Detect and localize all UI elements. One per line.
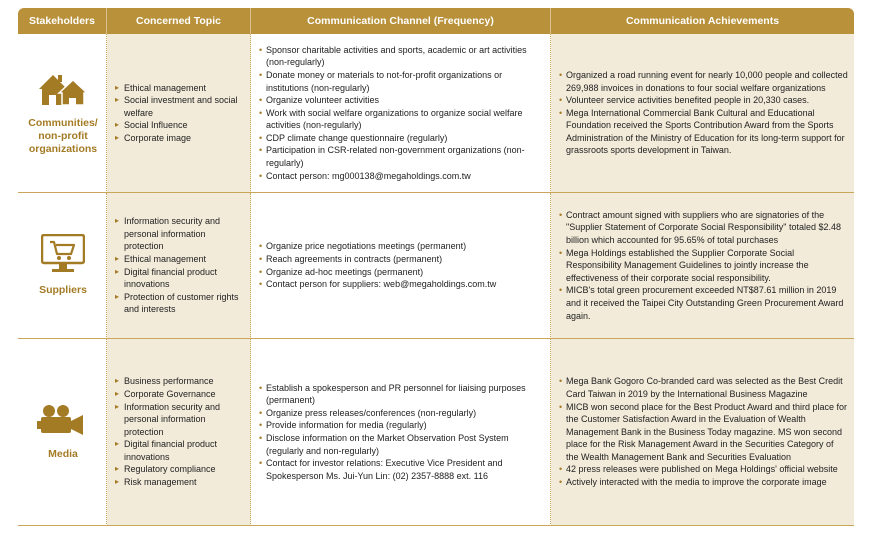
list-item: • Organized a road running event for nearly 10,000 people and collected 269,988 invoices in donations to four social welfare organizations: [559, 69, 848, 94]
list-item: • Reach agreements in contracts (permanent): [259, 253, 544, 266]
list-item: • MICB won second place for the Best Product Award and third place for the Customer Satisfaction Award in the Evaluation of Wealth Management Bank in the Business Today magazine. MS won second place for the Risk Management Award in the Securities Category of the Wealth Management Bank and Securities Evaluation: [559, 401, 848, 464]
table-row: [18, 339, 854, 526]
list-item: ▸ Social Influence: [115, 119, 244, 132]
list-item: • CDP climate change questionnaire (regularly): [259, 132, 544, 145]
header-stakeholders: Stakeholders: [18, 8, 107, 34]
list-item: • Disclose information on the Market Observation Post System (regularly and non-regularly): [259, 432, 544, 457]
list-item: ▸ Business performance: [115, 375, 244, 388]
header-communication-achievements: Communication Achievements: [551, 8, 854, 34]
stakeholder-name: Suppliers: [39, 284, 87, 296]
list-item: • 42 press releases were published on Mega Holdings' official website: [559, 463, 848, 476]
list-item: ▸ Social investment and social welfare: [115, 94, 244, 119]
list-item: • Volunteer service activities benefited people in 20,330 cases.: [559, 94, 848, 107]
stakeholder-name: Communities/ non-profit organizations: [28, 116, 98, 155]
channel-list: [259, 240, 544, 290]
list-item: • Organize volunteer activities: [259, 94, 544, 107]
list-item: • Contract amount signed with suppliers who are signatories of the "Supplier Statement of Corporate Social Responsibility" totaled $2.48 billion which accounted for 95.65% of total purchases: [559, 209, 848, 247]
header-communication-channel: Communication Channel (Frequency): [251, 8, 551, 34]
list-item: • Mega Holdings established the Supplier Corporate Social Responsibility Management Guidelines to jointly increase the effectiveness of their corporate social responsibility.: [559, 247, 848, 285]
list-item: ▸ Digital financial product innovations: [115, 266, 244, 291]
header-concerned-topic: Concerned Topic: [107, 8, 251, 34]
list-item: ▸ Digital financial product innovations: [115, 438, 244, 463]
list-item: • Mega International Commercial Bank Cultural and Educational Foundation received the Sports Contribution Award from the Sports Administration of the Ministry of Education for its long-term support for grassroots sports development in Taiwan.: [559, 107, 848, 157]
concerned-topic-cell: [107, 193, 251, 339]
topic-list: [115, 82, 244, 145]
communication-channel-cell: [251, 34, 551, 193]
list-item: • MICB's total green procurement exceeded NT$87.61 million in 2019 and it received the Taipei City Outstanding Green Procurement Award again.: [559, 284, 848, 322]
list-item: ▸ Ethical management: [115, 253, 244, 266]
header-row: [18, 8, 854, 34]
list-item: ▸ Regulatory compliance: [115, 463, 244, 476]
stakeholder-cell: [18, 193, 107, 339]
topic-list: [115, 375, 244, 488]
list-item: • Contact person: mg000138@megaholdings.com.tw: [259, 170, 544, 183]
list-item: • Participation in CSR-related non-government organizations (non-regularly): [259, 144, 544, 169]
list-item: • Contact person for suppliers: web@megaholdings.com.tw: [259, 278, 544, 291]
channel-list: [259, 44, 544, 183]
list-item: • Sponsor charitable activities and sports, academic or art activities (non-regularly): [259, 44, 544, 69]
communication-channel-cell: [251, 339, 551, 526]
list-item: ▸ Information security and personal information protection: [115, 401, 244, 439]
list-item: • Donate money or materials to not-for-profit organizations or institutions (non-regularly): [259, 69, 544, 94]
topic-list: [115, 215, 244, 316]
list-item: • Organize press releases/conferences (non-regularly): [259, 407, 544, 420]
list-item: • Contact for investor relations: Executive Vice President and Spokesperson Ms. Jui-Yun Lin: (02) 2357-8888 ext. 116: [259, 457, 544, 482]
communication-channel-cell: [251, 193, 551, 339]
achievement-list: [559, 209, 848, 322]
list-item: ▸ Risk management: [115, 476, 244, 489]
communication-achievements-cell: [551, 193, 854, 339]
table-row: [18, 34, 854, 193]
list-item: • Organize ad-hoc meetings (permanent): [259, 266, 544, 279]
communication-achievements-cell: [551, 339, 854, 526]
video-camera-icon: [37, 404, 89, 438]
stakeholder-cell: [18, 339, 107, 526]
list-item: • Mega Bank Gogoro Co-branded card was selected as the Best Credit Card Taiwan in 2019 by the International Business Magazine: [559, 375, 848, 400]
list-item: ▸ Ethical management: [115, 82, 244, 95]
achievement-list: [559, 69, 848, 157]
communication-achievements-cell: [551, 34, 854, 193]
list-item: ▸ Protection of customer rights and interests: [115, 291, 244, 316]
list-item: • Provide information for media (regularly): [259, 419, 544, 432]
list-item: ▸ Corporate image: [115, 132, 244, 145]
list-item: ▸ Information security and personal information protection: [115, 215, 244, 253]
houses-icon: [39, 71, 87, 107]
list-item: • Work with social welfare organizations to organize social welfare activities (non-regularly): [259, 107, 544, 132]
concerned-topic-cell: [107, 34, 251, 193]
shopping-cart-monitor-icon: [41, 234, 85, 274]
list-item: ▸ Corporate Governance: [115, 388, 244, 401]
list-item: • Organize price negotiations meetings (permanent): [259, 240, 544, 253]
stakeholder-table-wrapper: [18, 8, 854, 526]
concerned-topic-cell: [107, 339, 251, 526]
list-item: • Establish a spokesperson and PR personnel for liaising purposes (permanent): [259, 382, 544, 407]
achievement-list: [559, 375, 848, 488]
stakeholder-communication-table: [18, 8, 854, 526]
channel-list: [259, 382, 544, 483]
stakeholder-name: Media: [48, 447, 78, 460]
stakeholder-cell: [18, 34, 107, 193]
table-row: [18, 193, 854, 339]
list-item: • Actively interacted with the media to improve the corporate image: [559, 476, 848, 489]
